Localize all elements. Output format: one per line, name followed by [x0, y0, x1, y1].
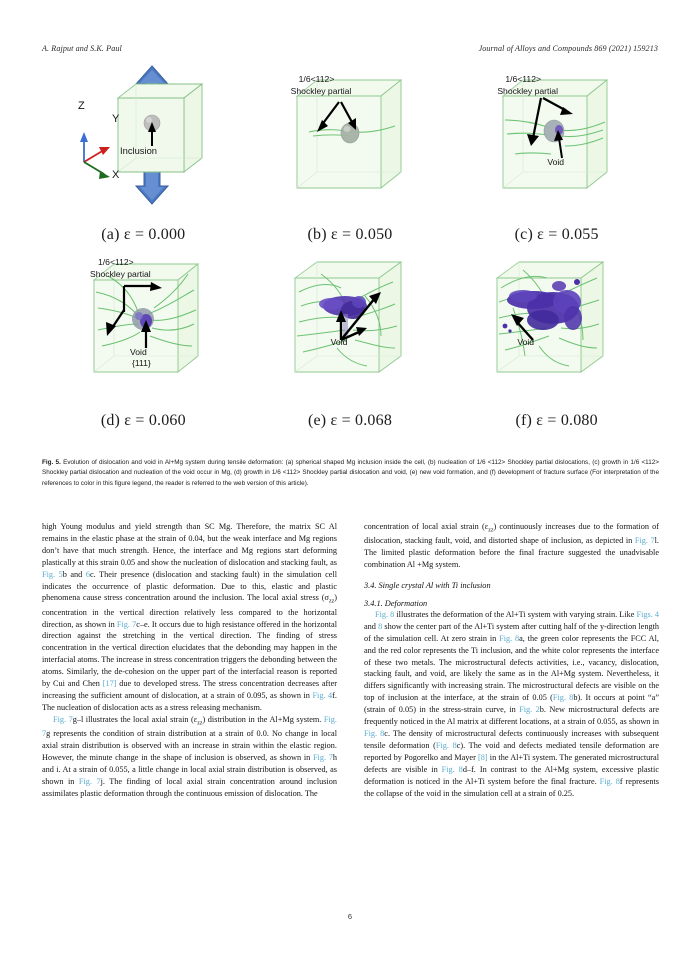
text-run: b. New microstructural defects are frequently noticed in the Al matrix at different locations, at a strain of 0.055, as shown in [364, 705, 659, 727]
figure-caption-text: Evolution of dislocation and void in Al+Mg system during tensile deformation: (a) spherical shaped Mg inclusion inside the cell, (b) nucleation of 1/6 <112> Shockley partial dislocations, (c) growth in 1/6 <112> Shockley partial dislocation and nucleation of the void occur in Mg, (d) growth in 1/6 <112> Shockley partial dislocation and void, (e) new void formation, and (f) development of fracture surface (For interpretation of the references to color in this figure legend, the reader is referred to the web version of this article). [42, 459, 660, 487]
axis-label-x: X [112, 169, 120, 181]
label-void-f: Void [517, 337, 535, 347]
figure-link[interactable]: 8 [378, 621, 383, 631]
label-shockley-partial-b: Shockley partial [290, 86, 352, 96]
inclusion-sphere-b [341, 123, 359, 143]
subscript: zz [197, 720, 203, 727]
panel-a-caption: (a) ε = 0.000 [101, 226, 186, 243]
text-run: ) distribution in the Al+Mg system. [202, 714, 324, 724]
text-run: due to developed stress. The stress concentration decreases after increasing the sufficient amount of dislocation, at a strain of 0.095, as shown in [42, 679, 337, 700]
running-head [42, 44, 658, 53]
text-run: ) continuously increases due to the formation of dislocation, stacking fault, void, and distorted shape of inclusion, as depicted in [364, 522, 660, 546]
paragraph-left-2 [42, 714, 337, 800]
cell-box-a [118, 84, 202, 172]
text-run: d–f. In contrast to the Al+Mg system, excessive plastic deformation is noticed in the Al+Ti system before the final fracture. [364, 764, 659, 786]
text-run: illustrates the deformation of the Al+Ti system with varying strain. Like [394, 609, 637, 619]
figure-panel-f [455, 248, 658, 434]
text-run: b). It occurs at point “a” (strain of 0.05) in the stress-strain curve, in [364, 693, 659, 715]
paragraph-right-1 [364, 521, 659, 571]
text-run: ) concentration in the vertical direction relatively less compared to the horizontal direction, as shown in [42, 593, 337, 629]
figure-link[interactable]: Fig. 8 [499, 633, 520, 643]
running-head-journal: Journal of Alloys and Compounds 869 (2021) 159213 [478, 44, 658, 53]
text-run: g represents the condition of strain distribution at a strain of 0.0. No change in local axial strain distribution is observed with an increase in strain within the elastic region. However, the minute change in the shape of inclusion is observed, as shown in [42, 729, 337, 762]
figure-link[interactable]: Fig. 8 [375, 609, 395, 619]
text-run: h and i. At a strain of 0.055, a little change in local axial strain distribution is observed, as shown in [42, 752, 337, 786]
text-run: f represents the collapse of the void in the simulation cell at a strain of 0.25. [364, 776, 659, 798]
figure-panel-d [42, 248, 245, 434]
section-heading-3-4: 3.4. Single crystal Al with Ti inclusion [364, 580, 491, 590]
axis-x [84, 162, 110, 179]
axis-y [84, 147, 110, 162]
text-run: b and [62, 569, 86, 579]
citation-link[interactable]: [17] [102, 679, 117, 689]
figure-link[interactable]: Figs. 4 [636, 609, 659, 619]
paragraph-left-1 [42, 521, 337, 714]
panel-e-caption: (e) ε = 0.068 [307, 412, 393, 429]
panel-f-caption: (f) ε = 0.080 [515, 412, 598, 429]
figure-link[interactable]: Fig. 4 [312, 691, 333, 700]
page-number: 6 [347, 912, 353, 921]
text-run: show the center part of the Al+Ti system after cutting half of the y-direction length of the simulation cell. At zero strain in [364, 621, 659, 643]
figure-panel-a [42, 62, 245, 248]
label-inclusion: Inclusion [120, 145, 158, 156]
figure-link[interactable]: Fig. 7 [53, 714, 73, 724]
figure-5 [42, 62, 658, 434]
figure-link[interactable]: Fig. 7 [634, 536, 655, 546]
figure-caption [42, 458, 659, 489]
subscript: zz [328, 599, 335, 606]
text-run: and [364, 621, 379, 631]
figure-link[interactable]: Fig. 7 [312, 752, 333, 762]
label-burgers-vector-b: 1/6<112> [298, 74, 335, 84]
panel-f-stage [455, 248, 658, 394]
figure-panel-b [249, 62, 452, 248]
axis-label-z: Z [78, 100, 85, 112]
body-columns [42, 521, 659, 799]
simulation-cell-c [455, 62, 660, 208]
paragraph-right-2 [364, 609, 659, 800]
text-run: high Young modulus and yield strength than SC Mg. Therefore, the matrix SC Al remains in the elastic phase at the strain of 0.04, but the weak interface and Mg regions don’t have that much strength. Hence, the interface and Mg regions start deforming plastically at this strain 0.05 and show the nucleation of dislocation and stacking fault, as [42, 522, 337, 567]
right-column [364, 521, 659, 799]
panel-e-stage [249, 248, 452, 394]
label-plane-111-d: {111} [132, 358, 151, 368]
panel-b-caption: (b) ε = 0.050 [307, 226, 393, 243]
label-void-c: Void [547, 157, 565, 167]
running-head-authors: A. Rajput and S.K. Paul [42, 44, 122, 53]
label-burgers-vector-d: 1/6<112> [98, 257, 134, 267]
label-void-e: Void [330, 337, 348, 347]
text-run: g–l illustrates the local axial strain (ε [72, 714, 198, 724]
axis-triad [80, 132, 110, 179]
text-run: l. The limited plastic deformation before the final fracture suggested the unadvisable combination Al +Mg system. [364, 536, 659, 570]
text-run: in the Al+Ti system. The generated microstructural defects are visible in [364, 752, 659, 774]
citation-link[interactable]: [8] [478, 752, 488, 762]
text-run: f. The nucleation of dislocation acts as a stress releasing mechanism. [42, 691, 337, 712]
left-column [42, 521, 337, 799]
simulation-cell-b [249, 62, 454, 208]
figure-panel-e [249, 248, 452, 434]
figure-link[interactable]: Fig. 8 [441, 764, 463, 774]
panel-d-stage [42, 248, 245, 394]
figure-link[interactable]: Fig. 5 [42, 569, 63, 579]
tensile-arrow-down-icon [136, 168, 168, 204]
text-run: c–e. It occurs due to high resistance offered in the horizontal direction against the stretching in the vertical direction. The finding of stress concentration in the vertical direction elucidates that the debonding may happen in the interfacial atoms. The increase in stress concentration triggers the debonding between the atoms. Similarly, the de-cohesion on the upper part of the interfacial reason is reported by Cui and Chen [42, 619, 338, 689]
text-run: a, the green color represents the FCC Al, and the red color represents the Ti inclusion, and the white color represents the interface of these two metals. The microstructural defects activities, i.e., vacancy, dislocation, stacking fault, and void, are likely the same as in the Al+Mg system. Nevertheless, it differs significantly with increasing strain. The microstructural defects are visible on the top of inclusion at the interface, at the strain of 0.05 ( [364, 633, 659, 703]
figure-caption-label: Fig. 5. [42, 459, 61, 466]
label-shockley-partial-d: Shockley partial [90, 269, 151, 279]
text-run: c. The density of microstructural defects continuously increases with subsequent tensile deformation ( [364, 729, 659, 750]
axis-z [80, 132, 88, 162]
figure-link[interactable]: Fig. 7 [42, 714, 337, 739]
panel-c-stage [455, 62, 658, 208]
simulation-cell-a [42, 62, 247, 208]
subscript: zz [488, 527, 494, 534]
panel-c-caption: (c) ε = 0.055 [514, 226, 599, 243]
text-run: concentration of local axial strain (ε [364, 522, 489, 531]
label-burgers-vector-c: 1/6<112> [505, 74, 542, 84]
text-run: c. Their presence (dislocation and stacking fault) in the simulation cell indicates the occurrence of plastic deformation. Due to this, elastic and plastic phenomena cause stress concentration around the inclusion. The local axial stress (σ [42, 569, 337, 603]
figure-link[interactable]: Fig. 8 [552, 693, 574, 703]
axis-label-y: Y [112, 113, 120, 125]
figure-link[interactable]: Fig. 7 [116, 619, 137, 629]
panel-b-stage [249, 62, 452, 208]
section-heading-3-4-1: 3.4.1. Deformation [364, 598, 428, 608]
panel-d-caption: (d) ε = 0.060 [100, 412, 186, 429]
simulation-cell-e [249, 248, 454, 394]
label-shockley-partial-c: Shockley partial [497, 86, 558, 96]
simulation-cell-f [455, 248, 660, 394]
figure-link[interactable]: Fig. 7 [78, 776, 101, 786]
figure-link[interactable]: Fig. 8 [364, 729, 385, 738]
text-run: c). The void and defects mediated tensile deformation are reported by Pogorelko and Mayer [364, 740, 659, 762]
figure-link[interactable]: Fig. 2 [519, 705, 540, 715]
figure-link[interactable]: Fig. 8 [435, 740, 457, 750]
figure-panel-c [455, 62, 658, 248]
text-run: j. The finding of local axial strain concentration around inclusion assimilates plastic deformation through the continuous emission of dislocation. The [42, 776, 337, 798]
figure-link[interactable]: Fig. 8 [599, 776, 620, 786]
figure-link[interactable]: 6 [85, 569, 90, 579]
void-cluster-d [132, 308, 154, 330]
label-void-d: Void [130, 347, 147, 357]
panel-a-stage [42, 62, 245, 208]
figure-panel-grid [42, 62, 658, 434]
